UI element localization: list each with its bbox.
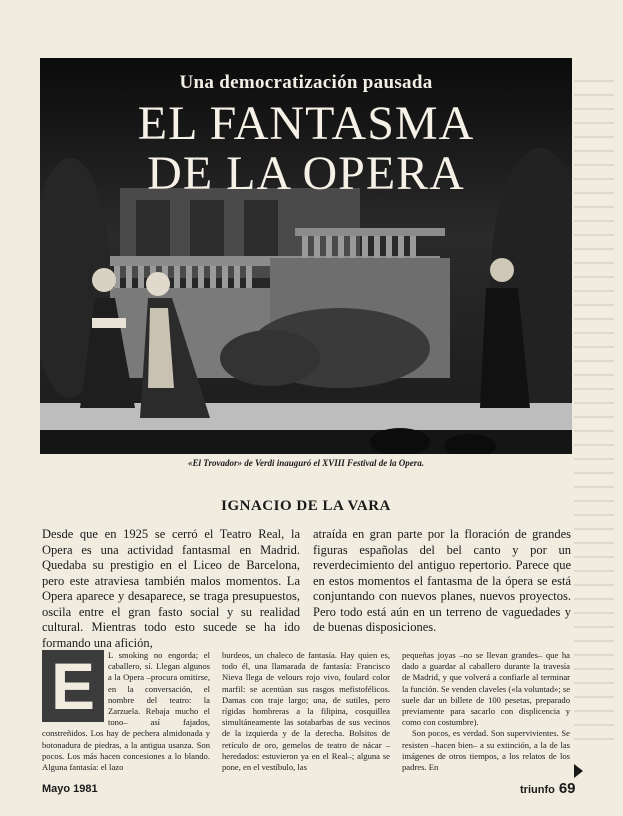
photo-caption: «El Trovador» de Verdi inauguró el XVIII Festival de la Opera. [188,458,424,468]
footer-date: Mayo 1981 [42,783,98,795]
intro-column-2: atraída en gran parte por la floración de grandes figuras españolas del bel canto y por un reverdecimiento del antiguo repertorio. Parece que en estos momentos el fantasma de la ópera se está conjuntando con nuevos planes, nuevos proyectos. Pero todo está aún en un terreno de vaguedades y de buenas disposiciones. [313,527,571,634]
body-column-1 [42,650,210,773]
bleed-through-shadow [574,80,614,740]
author-byline: IGNACIO DE LA VARA [221,498,391,514]
body-column-3-paragraph-2: Son pocos, es verdad. Son supervivientes. Se resisten –hacen bien– a su extinción, a la de las imágenes de otros tiempos, a los relatos de los padres. En [402,728,570,773]
article-kicker: Una democratización pausada [179,72,433,93]
opera-stage-photo [40,58,572,454]
continue-arrow-icon [574,764,583,778]
footer-magazine [520,780,576,797]
body-column-2-text: burdeos, un chaleco de fantasía. Hay quien es, todo él, una llamarada de fantasía: Francisco Nieva llega de velours rojo vivo, foulard color marfil: se acentúan sus rasgos mefistofélicos. Damas con traje largo; una, de sutiles, pero rígidas hombreras a la filipina, cosquillea simultáneamente las sotabarbas de sus vecinos de la izquierda y de la derecha. Bolsitos de retículo de oro, gemelos de teatro de nácar –heredados: estuvieron ya en el Real–; alguna se pone, en el vestíbulo, las [222,650,390,773]
body-column-1-text: L smoking no engorda; el caballero, sí. Llegan algunos a la Opera –procura omitirse, en la conversación, el nombre del teatro: la Zarzuela. Rebaja mucho el tono– así fajados, constreñidos. Los hay de pechera almidonada y botonadura de piedras, a la antigua usanza. Son pocos. Los más hacen concesiones a lo blando. Alguna fantasía: el lazo [42,650,210,773]
body-column-3-paragraph-1: pequeñas joyas –no se llevan grandes– que ha dado a guardar al caballero durante la travesía de Madrid, y que volverá a confiarle al terminar la función. Se venden claveles («la voluntad»; se suele dar un billete de 100 pesetas, preparado previamente para sacarlo con displicencia y como con costumbre). [402,650,571,728]
body-column-3 [402,650,570,773]
article-title-line-1: EL FANTASMA [137,97,475,150]
page-number: 69 [558,780,576,797]
article-title-line-2: DE LA OPERA [147,147,465,200]
drop-cap: E [42,650,104,722]
magazine-name: triunfo [520,784,555,796]
body-column-2 [222,650,390,773]
intro-column-1: Desde que en 1925 se cerró el Teatro Real, la Opera es una actividad fantasmal en Madrid. Quedaba su prestigio en el Liceo de Barcelona, pero este atraviesa también malos momentos. La Opera aparece y desaparece, se traga presupuestos, oscila entre el gran fasto social y su realidad cultural. Mientras todo esto sucede se ha ido formando una afición, [42,527,300,650]
